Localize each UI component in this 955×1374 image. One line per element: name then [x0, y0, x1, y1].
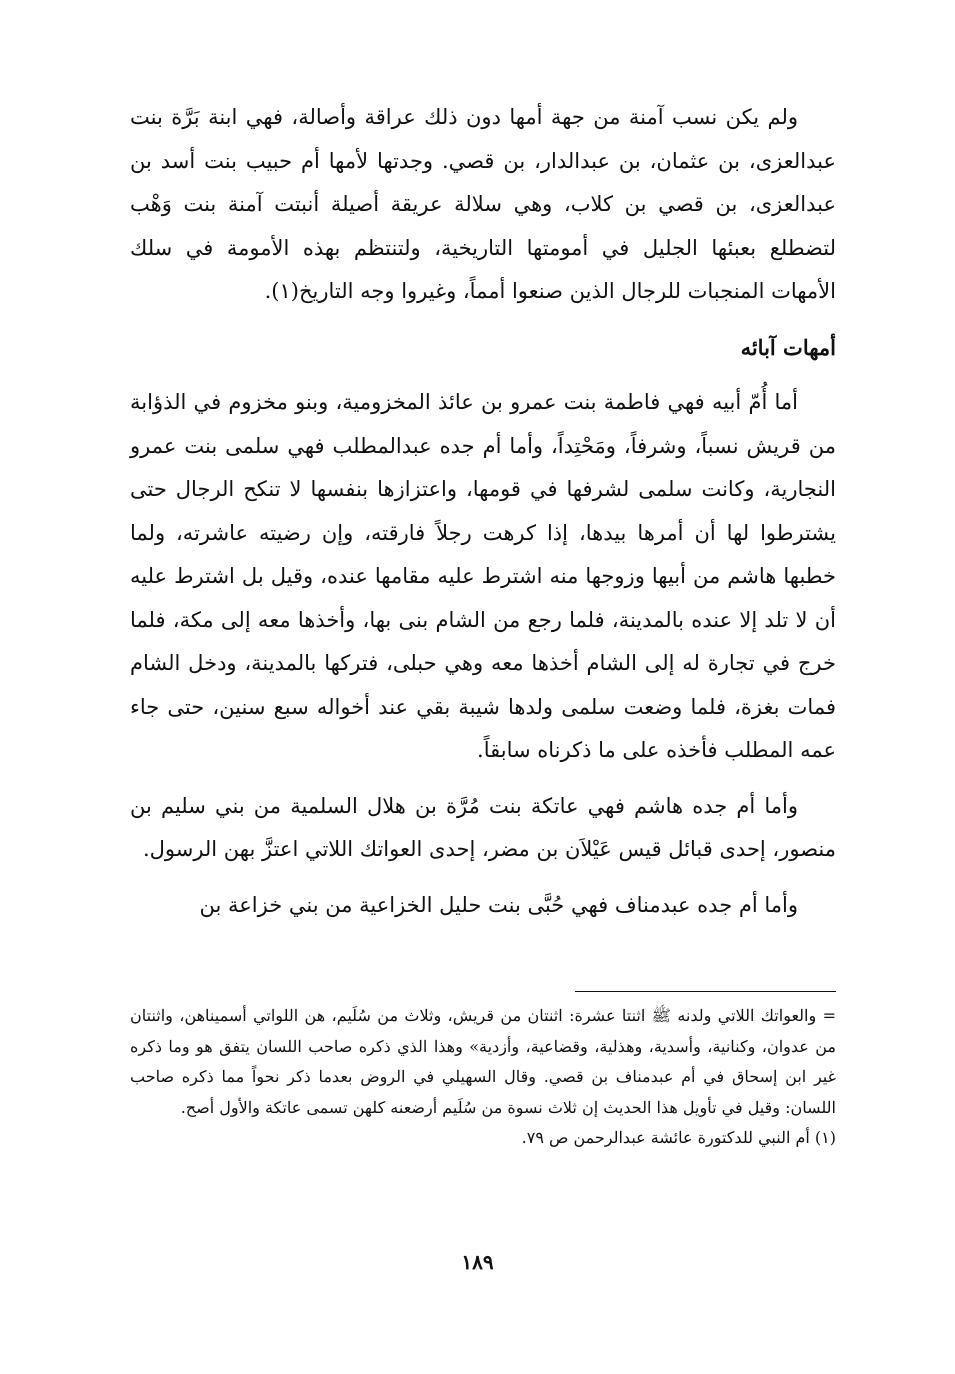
page-number: ١٨٩ — [461, 1250, 494, 1274]
main-text — [130, 96, 836, 939]
paragraph-hashim-mother: وأما أم جده هاشم فهي عاتكة بنت مُرَّة بن هلال السلمية من بني سليم بن منصور، إحدى قبائل قيس عَيْلاَن بن مضر، إحدى العواتك اللاتي اعتزَّ بهن الرسول. — [130, 793, 836, 861]
section-heading: أمهات آبائه — [740, 334, 836, 360]
footnote-1: (١) أم النبي للدكتورة عائشة عبدالرحمن ص ٧٩. — [521, 1128, 836, 1147]
paragraph-amina-lineage: ولم يكن نسب آمنة من جهة أمها دون ذلك عراقة وأصالة، فهي ابنة بَرَّة بنت عبدالعزى، بن عثمان، بن عبدالدار، بن قصي. وجدتها لأمها أم حبيب بنت أسد بن عبدالعزى، بن قصي بن كلاب، وهي سلالة عريقة أصيلة أنبتت آمنة بنت وَهْب لتضطلع بعبئها الجليل في أمومتها التاريخية، ولتنتظم بهذه الأمومة في سلك الأمهات المنجبات للرجال الذين صنعوا أمماً، وغيروا وجه التاريخ(١). — [130, 105, 836, 303]
paragraph-abdmanaf-mother: وأما أم جده عبدمناف فهي حُبَّى بنت حليل الخزاعية من بني خزاعة بن — [199, 892, 798, 917]
footnote-continuation: = والعواتك اللاتي ولدنه ﷺ اثنتا عشرة: اثنتان من قريش، وثلاث من سُلَيم، هن اللواتي أسميناهن، واثنتان من عدوان، وكنانية، وأسدية، وهذلية، وقضاعية، وأزدية» وهذا الذي ذكره صاحب اللسان يتفق هو وما ذكره غير ابن إسحاق في أم عبدمناف بن قصي. وقال السهيلي في الروض بعدما ذكر نحواً مما ذكره صاحب اللسان: وقيل في تأويل هذا الحديث إن ثلاث نسوة من سُلَيم أرضعنه كلهن تسمى عاتكة والأول أصح. — [130, 1006, 837, 1117]
paragraph-grandmothers: أما أُمّ أبيه فهي فاطمة بنت عمرو بن عائذ المخزومية، وبنو مخزوم في الذؤابة من قريش نسباً، وشرفاً، ومَحْتِداً، وأما أم جده عبدالمطلب فهي سلمى بنت عمرو النجارية، وكانت سلمى لشرفها في قومها، واعتزازها بنفسها لا تنكح الرجال حتى يشترطوا لها أن أمرها بيدها، إذا كرهت رجلاً فارقته، وإن رضيته عاشرته، ولما خطبها هاشم من أبيها وزوجها منه اشترط عليه مقامها عنده، وقيل بل اشترط عليه أن لا تلد إلا عنده بالمدينة، فلما رجع من الشام بنى بها، وأخذها معه إلى مكة، فلما خرج في تجارة له إلى الشام أخذها معه وهي حبلى، فتركها بالمدينة، ودخل الشام فمات بغزة، فلما وضعت سلمى ولدها شيبة بقي عند أخواله سبع سنين، حتى جاء عمه المطلب فأخذه على ما ذكرناه سابقاً. — [130, 390, 836, 762]
footnote-divider — [575, 991, 836, 992]
footnotes — [130, 1001, 836, 1154]
